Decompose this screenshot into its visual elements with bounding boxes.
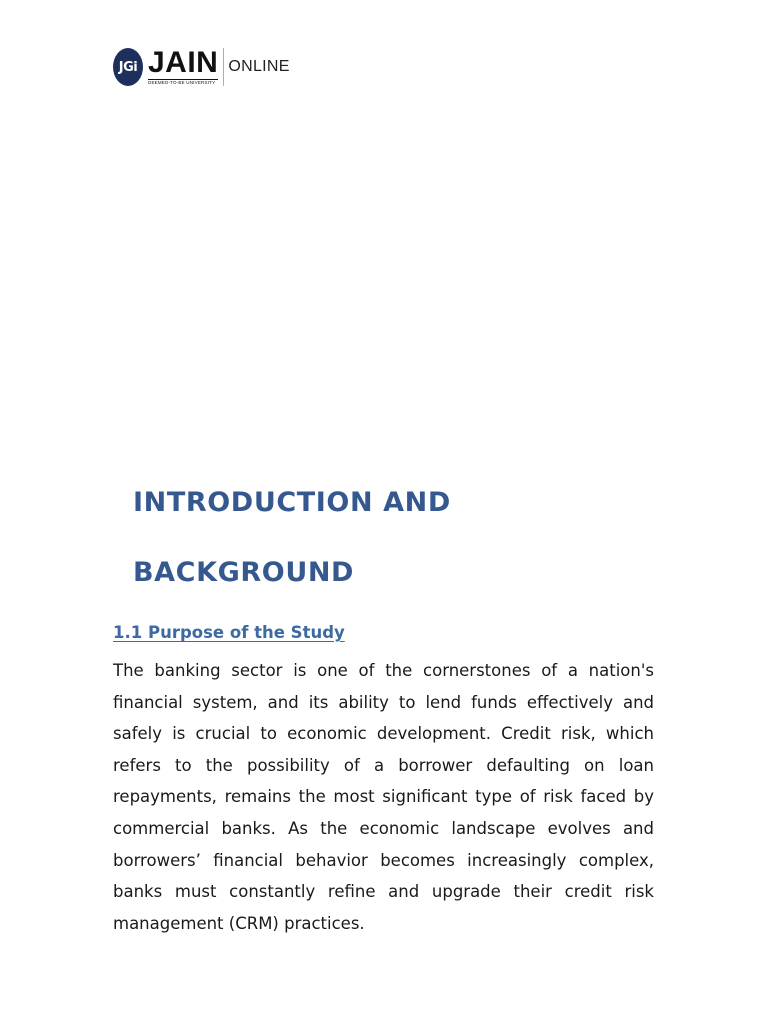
logo-word: JAIN [148, 46, 219, 79]
logo-divider [223, 48, 224, 86]
logo-online-label: ONLINE [228, 58, 290, 75]
logo-tagline: DEEMED-TO-BE UNIVERSITY [148, 79, 218, 86]
chapter-title: INTRODUCTION AND BACKGROUND [133, 487, 451, 588]
jain-online-logo [113, 46, 290, 88]
jgi-logo-mark: JGi [113, 48, 143, 86]
body-paragraph: The banking sector is one of the cornerstones of a nation's financial system, and its ability to lend funds effectively and safely is crucial to economic development. Credit risk, which refers to the possibility of a borrower defaulting on loan repayments, remains the most significant type of risk faced by commercial banks. As the economic landscape evolves and borrowers’ financial behavior becomes increasingly complex, banks must constantly refine and upgrade their credit risk management (CRM) practices. [113, 661, 654, 933]
section-heading: 1.1 Purpose of the Study [113, 623, 345, 642]
logo-wordblock [148, 48, 218, 86]
